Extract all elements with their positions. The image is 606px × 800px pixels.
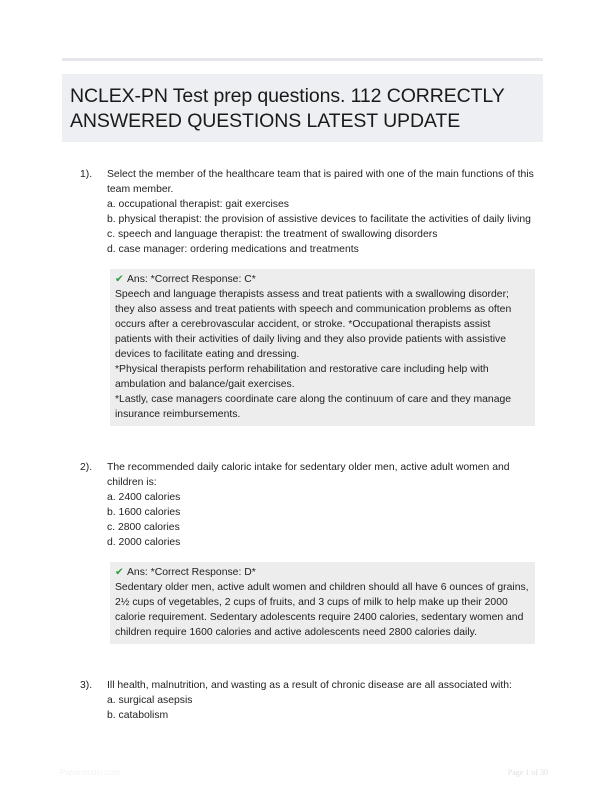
option-b: b. catabolism bbox=[107, 710, 169, 721]
answer-heading bbox=[115, 565, 529, 580]
option-a: a. 2400 calories bbox=[107, 492, 181, 503]
answer-paragraph: Speech and language therapists assess and treat patients with a swallowing disorder; they also assess and treat patients with speech and communication problems as often occurs after a cerebrovascular accident, or stroke. *Occupational therapists assist patients with their activities of daily living and they also provide patients with assistive devices to facilitate eating and dressing. bbox=[115, 289, 512, 360]
check-icon: ✔ bbox=[115, 274, 124, 285]
option-a: a. occupational therapist: gait exercises bbox=[107, 199, 289, 210]
option-a: a. surgical asepsis bbox=[107, 695, 193, 706]
question-number: 3). bbox=[80, 680, 93, 691]
answer-label: Ans: *Correct Response: C* bbox=[127, 274, 256, 285]
question-3 bbox=[80, 678, 540, 723]
answer-heading bbox=[115, 272, 529, 287]
check-icon: ✔ bbox=[115, 567, 124, 578]
question-number: 2). bbox=[80, 462, 93, 473]
question-1 bbox=[80, 167, 540, 426]
page-number: Page 1 of 30 bbox=[507, 768, 548, 777]
question-text: Select the member of the healthcare team that is paired with one of the main functions of this team member. bbox=[107, 169, 534, 195]
option-d: d. case manager: ordering medications and treatments bbox=[107, 244, 359, 255]
question-text: The recommended daily caloric intake for sedentary older men, active adult women and children is: bbox=[107, 462, 510, 488]
option-b: b. physical therapist: the provision of assistive devices to facilitate the activities of daily living bbox=[107, 214, 531, 225]
option-b: b. 1600 calories bbox=[107, 507, 181, 518]
page-title: NCLEX-PN Test prep questions. 112 CORRECTLY ANSWERED QUESTIONS LATEST UPDATE bbox=[70, 85, 505, 132]
answer-paragraph: *Lastly, case managers coordinate care along the continuum of care and they manage insurance reimbursements. bbox=[115, 394, 512, 420]
option-c: c. speech and language therapist: the treatment of swallowing disorders bbox=[107, 229, 438, 240]
question-number: 1). bbox=[80, 169, 93, 180]
title-banner bbox=[62, 74, 543, 142]
option-c: c. 2800 calories bbox=[107, 522, 180, 533]
answer-box bbox=[110, 562, 535, 644]
question-body bbox=[107, 167, 540, 426]
question-body bbox=[107, 678, 540, 723]
question-2 bbox=[80, 460, 540, 644]
answer-box bbox=[110, 269, 535, 426]
question-text: Ill health, malnutrition, and wasting as a result of chronic disease are all associated with: bbox=[107, 680, 512, 691]
top-divider bbox=[62, 58, 543, 61]
option-d: d. 2000 calories bbox=[107, 537, 181, 548]
answer-label: Ans: *Correct Response: D* bbox=[127, 567, 256, 578]
question-body bbox=[107, 460, 540, 644]
answer-paragraph: *Physical therapists perform rehabilitation and restorative care including help with ambulation and balance/gait exercises. bbox=[115, 364, 489, 390]
footer-source: Paperstudio.com bbox=[60, 768, 121, 777]
answer-paragraph: Sedentary older men, active adult women and children should all have 6 ounces of grains, 2½ cups of vegetables, 2 cups of fruits, and 3 cups of milk to help make up their 2000 calorie requirement. Sedentary adolescents require 2400 calories, sedentary women and children require 1600 calories and active adolescents need 2800 calories daily. bbox=[115, 582, 529, 638]
